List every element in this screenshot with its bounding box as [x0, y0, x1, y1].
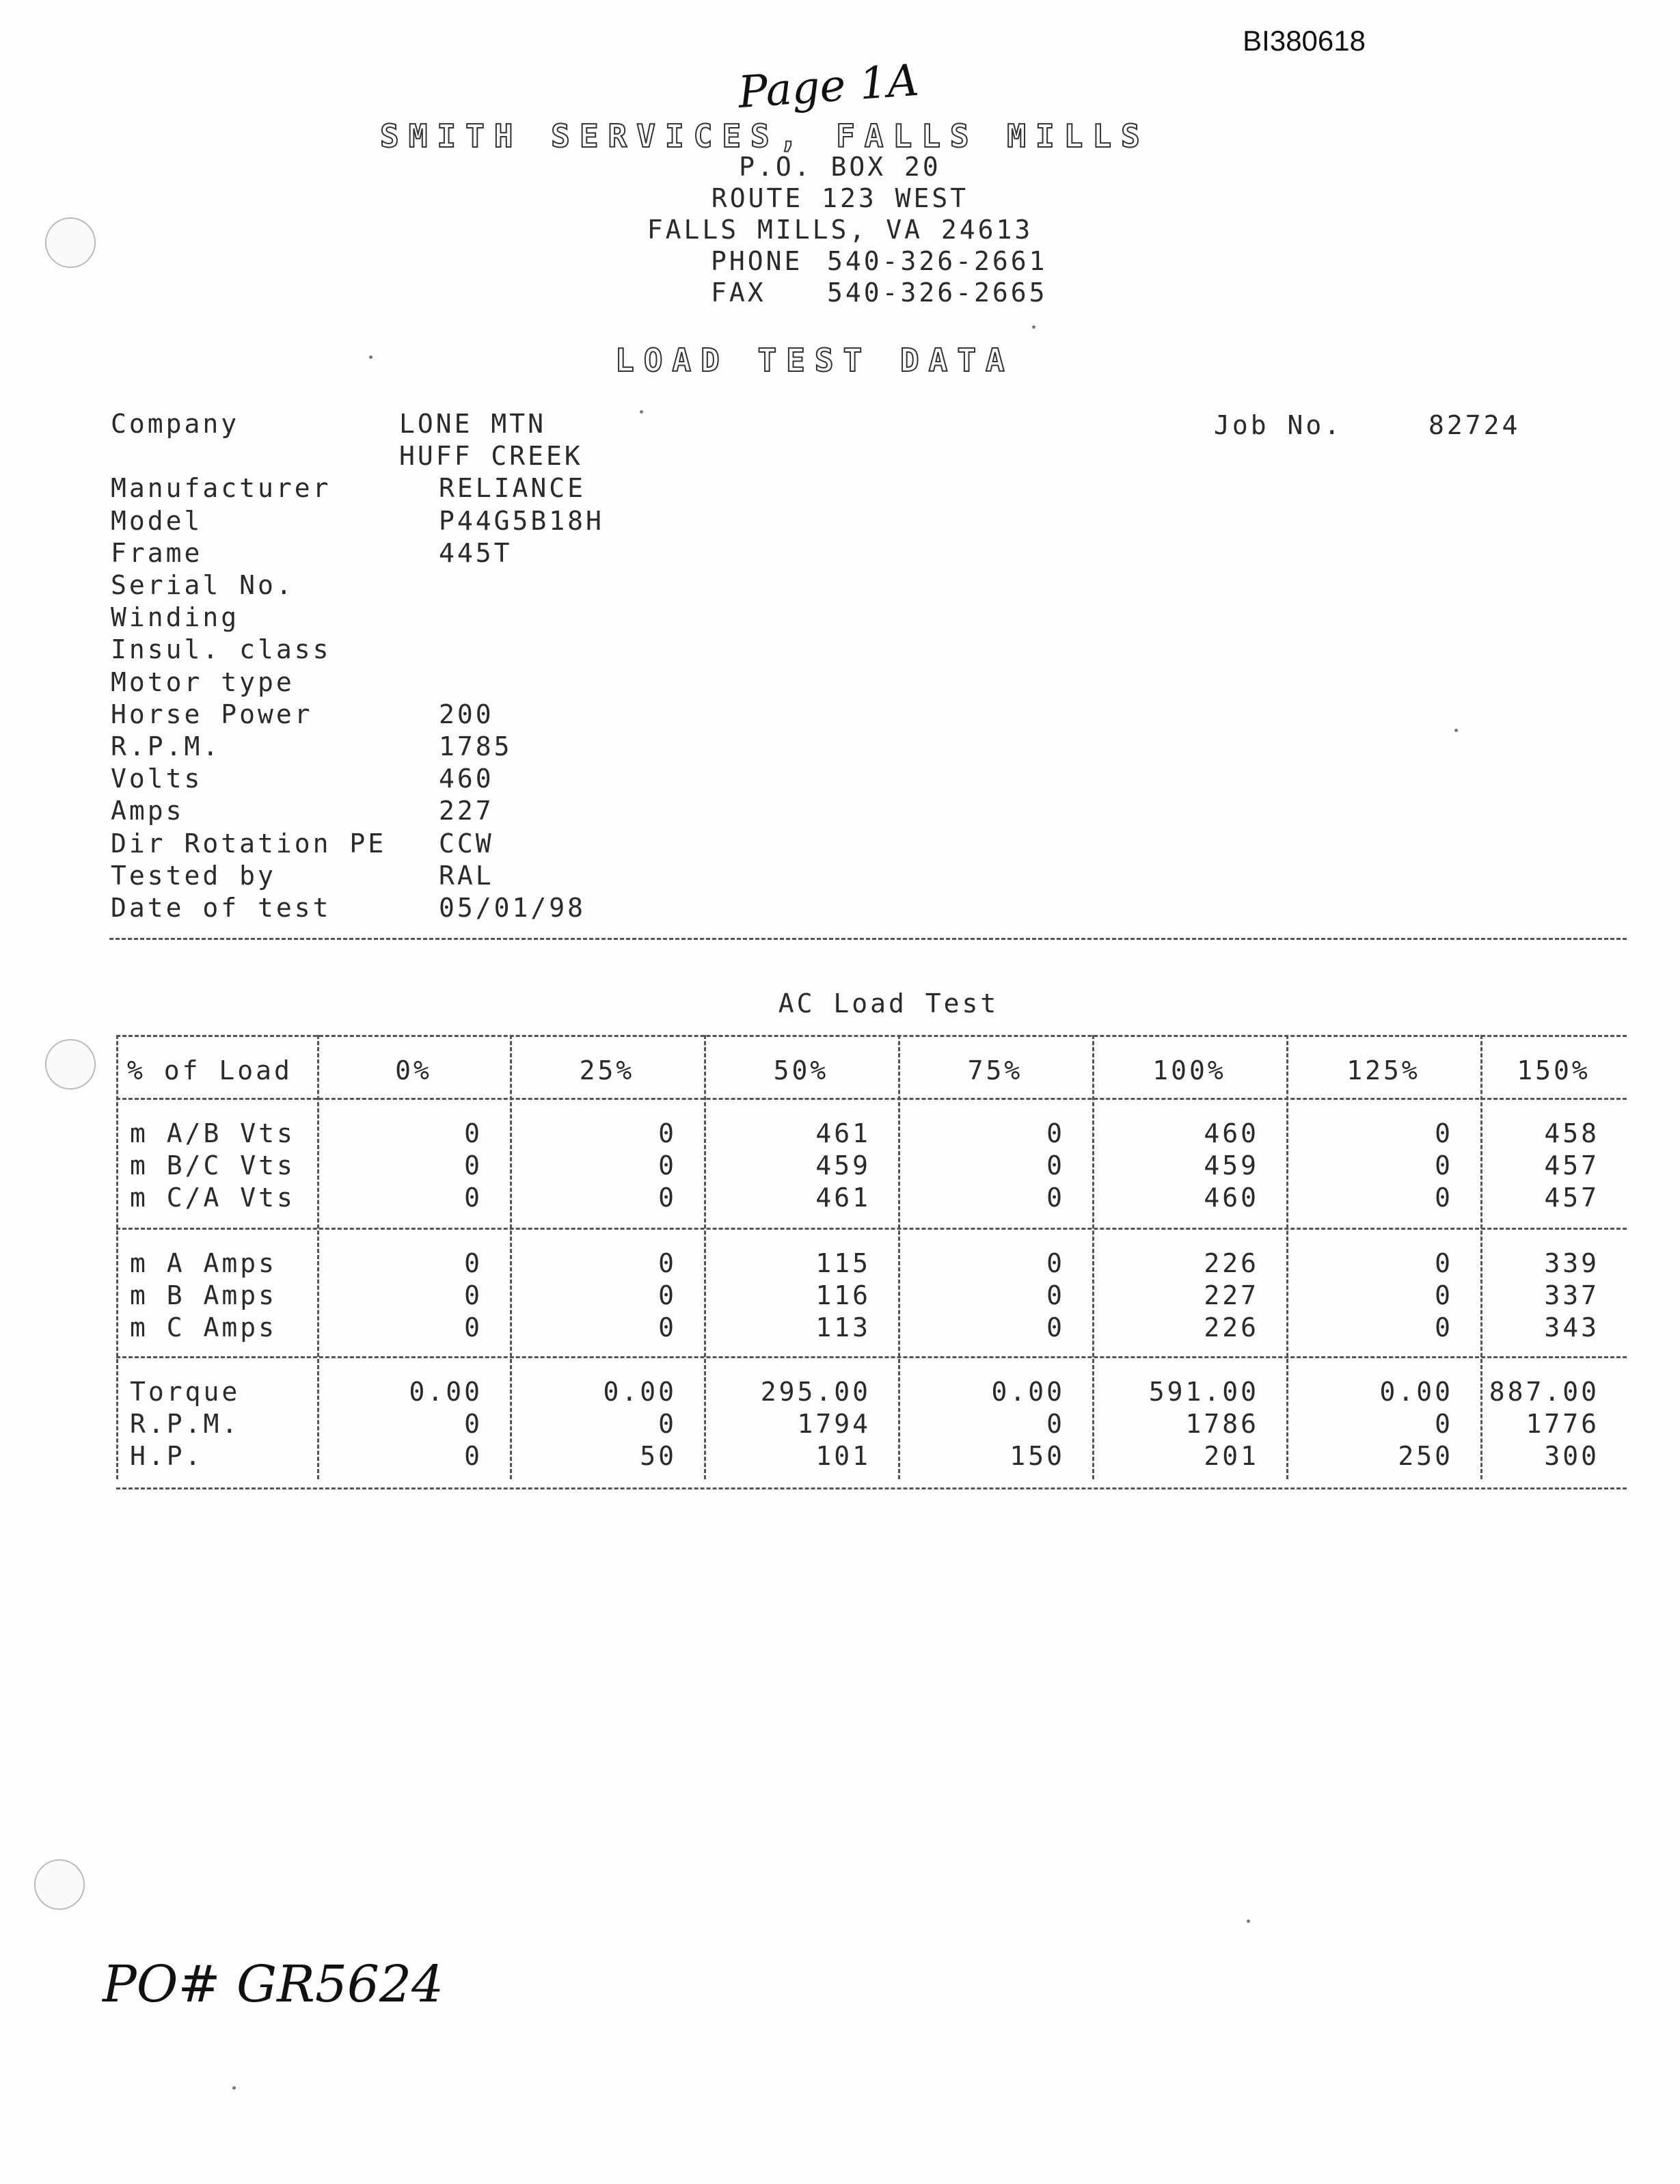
table-row-label: R.P.M.: [130, 1409, 241, 1439]
scan-speck: [640, 410, 643, 414]
table-column-header: 25%: [579, 1055, 635, 1086]
field-label: Winding: [111, 602, 240, 633]
table-cell: 0: [464, 1409, 483, 1439]
table-cell: 0.00: [991, 1377, 1065, 1407]
table-cell: 458: [1544, 1118, 1599, 1148]
table-cell: 0: [1046, 1409, 1065, 1439]
table-column-header: 75%: [967, 1055, 1023, 1086]
table-row-label: H.P.: [130, 1441, 204, 1471]
table-cell: 115: [815, 1248, 871, 1278]
table-column-header: 100%: [1152, 1055, 1226, 1086]
po-number-handwritten: PO# GR5624: [103, 1955, 444, 2014]
table-cell: 0.00: [603, 1377, 677, 1407]
table-row-label: Torque: [130, 1377, 241, 1407]
table-cell: 116: [815, 1280, 871, 1310]
table-row-label: m B Amps: [130, 1280, 277, 1310]
field-label: Company: [111, 409, 240, 439]
table-cell: 226: [1204, 1312, 1259, 1343]
table-cell: 1786: [1185, 1409, 1259, 1439]
scan-speck: [1247, 1919, 1250, 1923]
table-cell: 201: [1204, 1441, 1259, 1471]
bates-number: BI380618: [1243, 25, 1366, 57]
table-cell: 591.00: [1148, 1377, 1259, 1407]
section-divider: [109, 938, 1627, 940]
table-cell: 460: [1204, 1118, 1259, 1148]
table-cell: 0: [1046, 1312, 1065, 1343]
table-cell: 0: [658, 1118, 677, 1148]
table-cell: 0: [658, 1248, 677, 1278]
table-cell: 0: [1435, 1409, 1453, 1439]
field-value: 227: [439, 796, 494, 826]
page-note-handwritten: Page 1A: [736, 55, 921, 119]
table-cell: 50: [640, 1441, 677, 1471]
table-cell: 460: [1204, 1183, 1259, 1213]
job-number-value: 82724: [1428, 410, 1521, 440]
table-row-label: m A Amps: [130, 1248, 277, 1278]
table-cell: 0: [464, 1280, 483, 1310]
table-column-header: 150%: [1517, 1055, 1590, 1086]
table-cell: 295.00: [760, 1377, 871, 1407]
punch-hole-top: [45, 217, 96, 268]
table-column-rule: [116, 1035, 118, 1479]
scan-speck: [1454, 729, 1458, 732]
field-label: Date of test: [111, 893, 331, 923]
field-label: R.P.M.: [111, 731, 221, 761]
table-cell: 250: [1398, 1441, 1453, 1471]
field-label: Volts: [111, 764, 203, 794]
field-value: 1785: [439, 731, 513, 761]
table-cell: 339: [1544, 1248, 1599, 1278]
table-cell: 0: [464, 1441, 483, 1471]
table-cell: 0: [1046, 1280, 1065, 1310]
job-number-label: Job No.: [1214, 410, 1343, 440]
table-cell: 113: [815, 1312, 871, 1343]
scan-speck: [232, 2086, 236, 2090]
table-cell: 0: [658, 1312, 677, 1343]
table-cell: 1794: [797, 1409, 871, 1439]
table-cell: 343: [1544, 1312, 1599, 1343]
table-cell: 0: [464, 1118, 483, 1148]
table-cell: 337: [1544, 1280, 1599, 1310]
table-cell: 887.00: [1489, 1377, 1599, 1407]
table-cell: 457: [1544, 1150, 1599, 1181]
table-cell: 0: [1046, 1248, 1065, 1278]
table-cell: 461: [815, 1183, 871, 1213]
field-label: Tested by: [111, 860, 276, 891]
table-cell: 300: [1544, 1441, 1599, 1471]
table-cell: 1776: [1526, 1409, 1599, 1439]
table-cell: 0: [1435, 1280, 1453, 1310]
table-column-header: 125%: [1346, 1055, 1420, 1086]
field-label: Serial No.: [111, 570, 295, 600]
field-label: Horse Power: [111, 699, 313, 729]
table-cell: 459: [815, 1150, 871, 1181]
field-label: Manufacturer: [111, 473, 331, 504]
table-cell: 457: [1544, 1183, 1599, 1213]
scan-speck: [1032, 325, 1035, 329]
field-value: CCW: [439, 828, 494, 859]
phone-number: 540-326-2661: [827, 246, 1048, 276]
table-rule: [116, 1487, 1627, 1489]
table-cell: 0: [1435, 1118, 1453, 1148]
field-label: Motor type: [111, 666, 295, 697]
field-value: P44G5B18H: [439, 505, 604, 536]
table-cell: 0: [1046, 1118, 1065, 1148]
table-cell: 459: [1204, 1150, 1259, 1181]
table-cell: 150: [1010, 1441, 1065, 1471]
table-cell: 0: [464, 1183, 483, 1213]
address-line-1: P.O. BOX 20: [739, 152, 941, 182]
address-line-3: FALLS MILLS, VA 24613: [647, 215, 1033, 245]
table-cell: 0: [1046, 1150, 1065, 1181]
table-column-header: 50%: [773, 1055, 829, 1086]
field-value: 445T: [439, 537, 513, 568]
field-label: Frame: [111, 537, 203, 568]
table-title: AC Load Test: [778, 988, 999, 1019]
table-cell: 0.00: [409, 1377, 483, 1407]
punch-hole-bottom: [34, 1859, 85, 1910]
field-label: Dir Rotation PE: [111, 828, 387, 859]
table-row-label: m C/A Vts: [130, 1183, 295, 1213]
field-label: Amps: [111, 796, 185, 826]
field-value: 200: [439, 699, 494, 729]
field-label: Insul. class: [111, 634, 331, 665]
table-row-label: m B/C Vts: [130, 1150, 295, 1181]
document-title: LOAD TEST DATA: [615, 342, 1014, 379]
table-column-header: 0%: [395, 1055, 432, 1086]
table-cell: 0: [1046, 1183, 1065, 1213]
table-cell: 0: [658, 1280, 677, 1310]
company-name: SMITH SERVICES, FALLS MILLS: [380, 118, 1150, 154]
table-cell: 0: [658, 1150, 677, 1181]
table-cell: 461: [815, 1118, 871, 1148]
table-cell: 0.00: [1379, 1377, 1453, 1407]
table-rule: [116, 1098, 1627, 1100]
field-value: 460: [439, 764, 494, 794]
field-value: 05/01/98: [439, 893, 586, 923]
field-value: HUFF CREEK: [399, 441, 583, 472]
table-cell: 0: [464, 1248, 483, 1278]
table-row-label: m A/B Vts: [130, 1118, 295, 1148]
punch-hole-middle: [45, 1039, 96, 1090]
table-cell: 0: [658, 1409, 677, 1439]
table-rule: [116, 1228, 1627, 1230]
field-value: RELIANCE: [439, 473, 586, 504]
table-row-label: m C Amps: [130, 1312, 277, 1343]
table-cell: 226: [1204, 1248, 1259, 1278]
table-cell: 0: [1435, 1248, 1453, 1278]
table-header-label: % of Load: [127, 1055, 293, 1086]
table-rule: [116, 1035, 1627, 1037]
table-cell: 0: [1435, 1150, 1453, 1181]
table-cell: 0: [464, 1312, 483, 1343]
field-label: Model: [111, 505, 203, 536]
fax-label: FAX: [711, 278, 766, 308]
fax-number: 540-326-2665: [827, 278, 1048, 308]
table-rule: [116, 1356, 1627, 1358]
table-cell: 0: [464, 1150, 483, 1181]
phone-label: PHONE: [711, 246, 803, 276]
scan-speck: [369, 355, 372, 359]
field-value: LONE MTN: [399, 409, 547, 439]
address-line-2: ROUTE 123 WEST: [711, 183, 969, 213]
table-cell: 0: [1435, 1183, 1453, 1213]
table-cell: 227: [1204, 1280, 1259, 1310]
field-value: RAL: [439, 860, 494, 891]
table-cell: 0: [1435, 1312, 1453, 1343]
table-cell: 101: [815, 1441, 871, 1471]
table-cell: 0: [658, 1183, 677, 1213]
